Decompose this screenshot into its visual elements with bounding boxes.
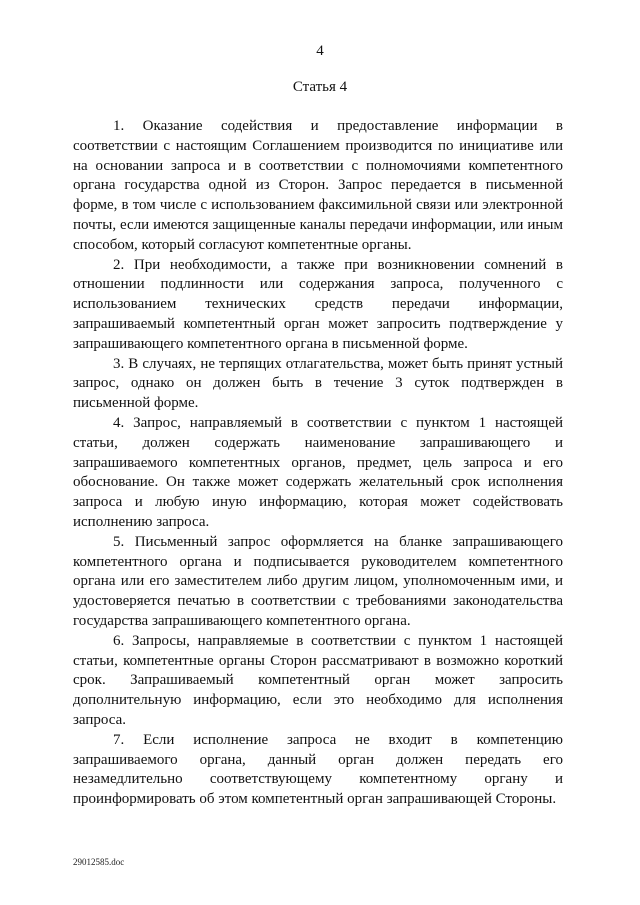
paragraph-7: 7. Если исполнение запроса не входит в компетенцию запрашиваемого органа, данный орган должен передать его незамедлительно соответствующему компетентному органу и проинформировать об этом компетентный орган запрашивающей Стороны.	[73, 731, 563, 808]
article-title: Статья 4	[292, 79, 348, 95]
paragraph-1: 1. Оказание содействия и предоставление информации в соответствии с настоящим Соглашением производится по инициативе или на основании запроса и в соответствии с полномочиями компетентного органа государства одной из Сторон. Запрос передается в письменной форме, в том числе с использованием факсимильной связи или электронной почты, если имеются защищенные каналы передачи информации, или иным способом, который согласуют компетентные органы.	[73, 118, 563, 253]
article-body	[73, 117, 563, 810]
paragraph-2: 2. При необходимости, а также при возникновении сомнений в отношении подлинности или содержания запроса, полученного с использованием технических средств передачи информации, запрашиваемый компетентный орган может запросить подтверждение у запрашивающего компетентного органа в письменной форме.	[73, 256, 563, 352]
paragraph-6: 6. Запросы, направляемые в соответствии с пунктом 1 настоящей статьи, компетентные органы Сторон рассматривают в возможно короткий срок. Запрашиваемый компетентный орган может запросить дополнительную информацию, если это необходимо для исполнения запроса.	[73, 632, 563, 728]
paragraph-5: 5. Письменный запрос оформляется на бланке запрашивающего компетентного органа и подписывается руководителем компетентного органа или его заместителем либо другим лицом, уполномоченным ими, и удостоверяется печатью в соответствии с требованиями законодательства государства запрашивающего компетентного органа.	[73, 533, 563, 629]
paragraph-4: 4. Запрос, направляемый в соответствии с пунктом 1 настоящей статьи, должен содержать наименование запрашивающего и запрашиваемого компетентных органов, предмет, цель запроса и его обоснование. Он также может содержать желательный срок исполнения запроса и любую иную информацию, которая может содействовать исполнению запроса.	[73, 414, 563, 530]
document-file-code: 29012585.doc	[73, 857, 125, 867]
paragraph-3: 3. В случаях, не терпящих отлагательства, может быть принят устный запрос, однако он должен быть в течение 3 суток подтвержден в письменной форме.	[73, 355, 563, 412]
page-number: 4	[316, 43, 324, 59]
